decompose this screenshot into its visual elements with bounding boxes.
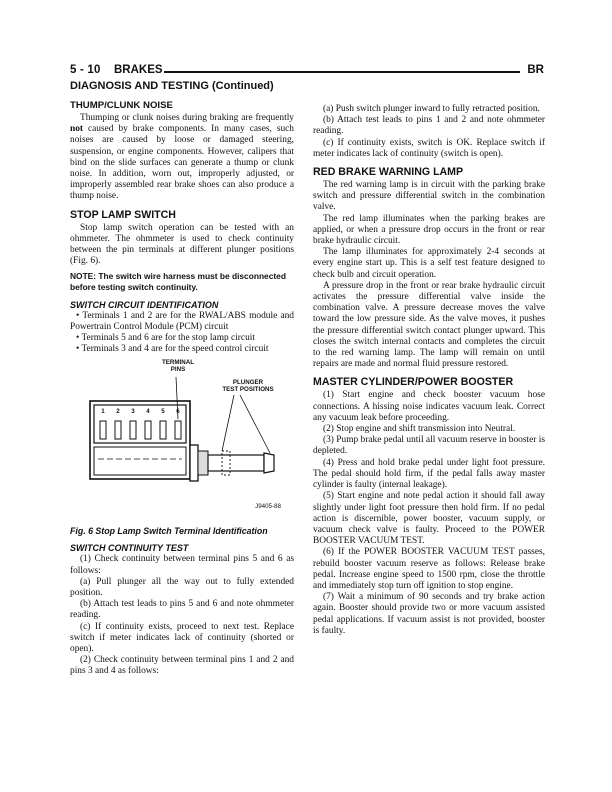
switch-flange	[190, 445, 198, 481]
plunger-label-line1: PLUNGER	[232, 379, 264, 387]
terminal-block	[94, 405, 186, 443]
page-number: 5 - 10	[70, 64, 101, 76]
section-title: BRAKES	[114, 64, 163, 76]
red-lamp-heading: RED BRAKE WARNING LAMP	[313, 166, 464, 179]
stop-lamp-paragraph: Stop lamp switch operation can be tested with an ohmmeter. The ohmmeter is used to check continuity between the pin terminals at different plunger positions (Fig. 6).	[70, 222, 294, 267]
master-cylinder-step: (4) Press and hold brake pedal under light foot pressure. The pedal should hold firm, if the pedal falls away master cylinder is faulty (internal leakage).	[313, 457, 545, 491]
stop-lamp-heading: STOP LAMP SWITCH	[70, 208, 176, 221]
thump-text-bold: not	[70, 124, 84, 135]
thump-text-a: Thumping or clunk noises during braking are frequently	[80, 113, 294, 123]
master-cylinder-step: (1) Start engine and check booster vacuum hose connections. A hissing noise indicates vacuum leak. Correct any vacuum leak before proceeding.	[313, 390, 545, 423]
pin-label: 2	[116, 408, 120, 416]
master-cylinder-step: (3) Pump brake pedal until all vacuum reserve in booster is depleted.	[313, 435, 545, 457]
thump-paragraph	[70, 113, 294, 203]
circuit-item: • Terminals 5 and 6 are for the stop lamp circuit	[76, 333, 255, 344]
continuity-step: (c) If continuity exists, proceed to next test. Replace switch if meter indicates lack of continuity (shorted or open).	[70, 621, 294, 655]
thump-text-b: caused by brake components. In many cases, such noises are caused by loose or damaged steering, suspension, or engine components. However, calipers that bind on the slide surfaces can generate a thump or clunk noise. In addition, worn out, improperly adjusted, or improperly assembled rear brake shoes can also produce a thump noise.	[70, 124, 294, 202]
circuit-item: • Terminals 1 and 2 are for the RWAL/ABS module and Powertrain Control Module (PCM) circuit	[70, 310, 294, 332]
master-cylinder-step: (6) If the POWER BOOSTER VACUUM TEST passes, rebuild booster vacuum reserve as follows: Release brake pedal. Increase engine speed to 1500 rpm, close the throttle and immediately stop turn off ignition to stop engine.	[313, 547, 545, 591]
continuity-step: (2) Check continuity between terminal pins 1 and 2 and pins 3 and 4 as follows:	[70, 655, 294, 677]
terminal-pins-label	[158, 359, 198, 373]
plunger-leader-1	[222, 395, 234, 451]
left-column	[70, 100, 294, 678]
continuity-step: (1) Check continuity between terminal pins 5 and 6 as follows:	[70, 554, 294, 576]
thump-heading: THUMP/CLUNK NOISE	[70, 100, 173, 111]
plunger-tip	[264, 453, 274, 473]
stop-lamp-switch-figure	[70, 359, 294, 523]
switch-housing	[94, 447, 186, 475]
red-lamp-paragraph: The red warning lamp is in circuit with the parking brake switch and pressure differential switch in the combination valve.	[313, 180, 545, 213]
section-banner: DIAGNOSIS AND TESTING (Continued)	[70, 80, 274, 92]
pin-label: 5	[161, 408, 165, 416]
circuit-heading: SWITCH CIRCUIT IDENTIFICATION	[70, 299, 219, 310]
pin-label: 1	[101, 408, 105, 416]
pin-label: 4	[146, 408, 150, 416]
switch-nut	[198, 451, 208, 475]
plunger-label	[216, 379, 280, 393]
continuity-step: (a) Pull plunger all the way out to fully extended position.	[70, 576, 294, 599]
terminal-label-line1: TERMINAL	[162, 359, 194, 367]
continuity-step: (b) Attach test leads to pins 1 and 2 and note ohmmeter reading.	[313, 115, 545, 137]
master-cylinder-step: (2) Stop engine and shift transmission into Neutral.	[323, 424, 516, 435]
circuit-item: • Terminals 3 and 4 are for the speed control circuit	[76, 344, 269, 355]
figure-caption: Fig. 6 Stop Lamp Switch Terminal Identification	[70, 526, 268, 537]
master-cylinder-step: (7) Wait a minimum of 90 seconds and try brake action again. Booster should provide two or more vacuum assisted pedal applications. If vacuum assist is not provided, booster is faulty.	[313, 592, 545, 636]
page-header	[70, 64, 544, 80]
continuity-step: (c) If continuity exists, switch is OK. Replace switch if meter indicates lack of continuity (switch is open).	[313, 137, 545, 159]
plunger-shaft	[208, 455, 264, 471]
red-lamp-paragraph: The lamp illuminates for approximately 2-4 seconds at every engine start up. This is a self test feature designed to check bulb and circuit operation.	[313, 247, 545, 280]
terminal-label-line2: PINS	[170, 366, 186, 374]
header-rule	[164, 71, 520, 73]
pin-label: 6	[176, 408, 180, 416]
continuity-step: (a) Push switch plunger inward to fully retracted position.	[323, 104, 540, 114]
red-lamp-paragraph: The red lamp illuminates when the parking brakes are applied, or when a pressure drop occurs in the front or rear brake hydraulic circuit.	[313, 213, 545, 247]
master-cylinder-heading: MASTER CYLINDER/POWER BOOSTER	[313, 376, 514, 389]
red-lamp-paragraph: A pressure drop in the front or rear brake hydraulic circuit activates the pressure differential valve inside the combination valve. A pressure decrease moves the valve toward the low pressure side. As the valve moves, it pushes the pressure differential switch contact plunger upward. This closes the switch internal contacts and completes the circuit to the red warning lamp. The lamp will remain on until repairs are made and normal fluid pressure restored.	[313, 280, 545, 370]
model-tag: BR	[527, 64, 544, 76]
right-column	[313, 104, 545, 637]
pin-label: 3	[131, 408, 135, 416]
terminal-pins	[100, 421, 181, 439]
continuity-step: (b) Attach test leads to pins 5 and 6 and note ohmmeter reading.	[70, 599, 294, 621]
plunger-label-line2: TEST POSITIONS	[222, 386, 274, 394]
continuity-heading: SWITCH CONTINUITY TEST	[70, 543, 189, 554]
stop-lamp-note: NOTE: The switch wire harness must be disconnected before testing switch continuity.	[70, 271, 286, 293]
plunger-leader-2	[240, 395, 270, 453]
master-cylinder-step: (5) Start engine and note pedal action it should fall away slightly under light foot pressure then hold firm. If no pedal action is discernible, power booster, vacuum supply, or vacuum check valve is faulty. Proceed to the POWER BOOSTER VACUUM TEST.	[313, 491, 545, 547]
figure-code: J9405-88	[255, 503, 281, 511]
